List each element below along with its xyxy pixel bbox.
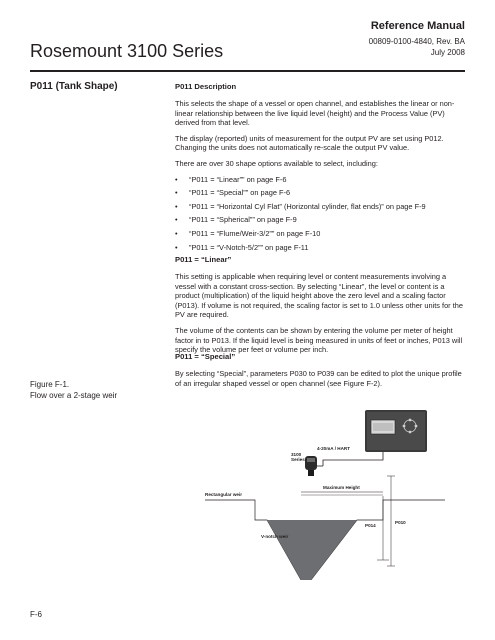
special-section bbox=[175, 352, 465, 388]
page-number: F-6 bbox=[30, 610, 42, 619]
list-item: • “P011 = “Horizontal Cyl Flat” (Horizontal cylinder, flat ends)” on page F-9 bbox=[175, 201, 426, 211]
v-notch-water bbox=[267, 520, 357, 580]
figure-caption-text: Flow over a 2-stage weir bbox=[30, 391, 118, 400]
signal-label: 4-20mA / HART bbox=[317, 446, 351, 451]
description-paragraph-2: The display (reported) units of measurement for the output PV are set using P012. Changing the units does not automatically re-scale the output PV value. bbox=[175, 133, 444, 153]
list-item: • “P011 = “Linear”” on page F-6 bbox=[175, 174, 287, 184]
special-heading: P011 = “Special” bbox=[175, 352, 236, 361]
transmitter bbox=[305, 456, 317, 476]
max-height-label: Maximum Height bbox=[323, 485, 360, 490]
p014-label: P014 bbox=[365, 523, 376, 528]
weir-figure bbox=[205, 410, 445, 580]
linear-paragraph-1: This setting is applicable when requiring level or content measurements involving a vessel with a constant cross-section. By selecting “Linear”, the level or content is a product (multiplication) of the liquid height above the zero level and a scaling factor (P013). If volume is not required, the scaling factor is set to 1.0 unless other units for the PV are required. bbox=[175, 272, 463, 320]
list-item: • “P011 = “Flume/Weir-3/2”” on page F-10 bbox=[175, 228, 321, 238]
reference-manual-title: Reference Manual bbox=[370, 20, 465, 32]
rectangular-weir-label: Rectangular weir bbox=[205, 492, 243, 497]
header-rule bbox=[30, 70, 465, 72]
description-paragraph-3: There are over 30 shape options available to select, including: bbox=[175, 158, 378, 168]
description-paragraph-1: This selects the shape of a vessel or open channel, and establishes the linear or non-linear relationship between the live liquid level (height) and the Process Value (PV) derived from that level. bbox=[175, 99, 455, 128]
document-date: July 2008 bbox=[430, 48, 465, 57]
linear-paragraph-2: The volume of the contents can be shown by entering the volume per meter of height factor in to P013. If the liquid level is being measured in units of feet or inches, P013 will specify the volume per feet or volume per inch. bbox=[175, 325, 463, 355]
list-item: • “P011 = “Special”” on page F-6 bbox=[175, 188, 291, 198]
signal-cable bbox=[323, 452, 383, 466]
figure-caption bbox=[30, 379, 150, 401]
document-number: 00809-0100-4840, Rev. BA bbox=[368, 37, 465, 46]
series-title: Rosemount 3100 Series bbox=[30, 41, 224, 61]
linear-section bbox=[175, 255, 465, 355]
list-item: • “P011 = “Spherical”” on page F-9 bbox=[175, 215, 297, 225]
list-item: • ”P011 = “V-Notch-5/2”” on page F-11 bbox=[175, 242, 309, 252]
linear-heading: P011 = “Linear” bbox=[175, 255, 232, 264]
v-notch-weir-label: V-notch weir bbox=[261, 534, 289, 539]
special-paragraph-1: By selecting “Special”, parameters P030 to P039 can be edited to plot the unique profile of an irregular shaped vessel or open channel (see Figure F-2). bbox=[175, 369, 462, 388]
shape-options-list bbox=[175, 175, 465, 253]
p010-label: P010 bbox=[395, 520, 406, 525]
description-heading: P011 Description bbox=[175, 82, 237, 91]
parameter-heading: P011 (Tank Shape) bbox=[30, 81, 118, 92]
description-section bbox=[175, 82, 465, 256]
transmitter-display-unit bbox=[365, 410, 427, 452]
transmitter-label: 3100 Series bbox=[291, 452, 305, 463]
figure-caption-number: Figure F-1. bbox=[30, 380, 70, 389]
